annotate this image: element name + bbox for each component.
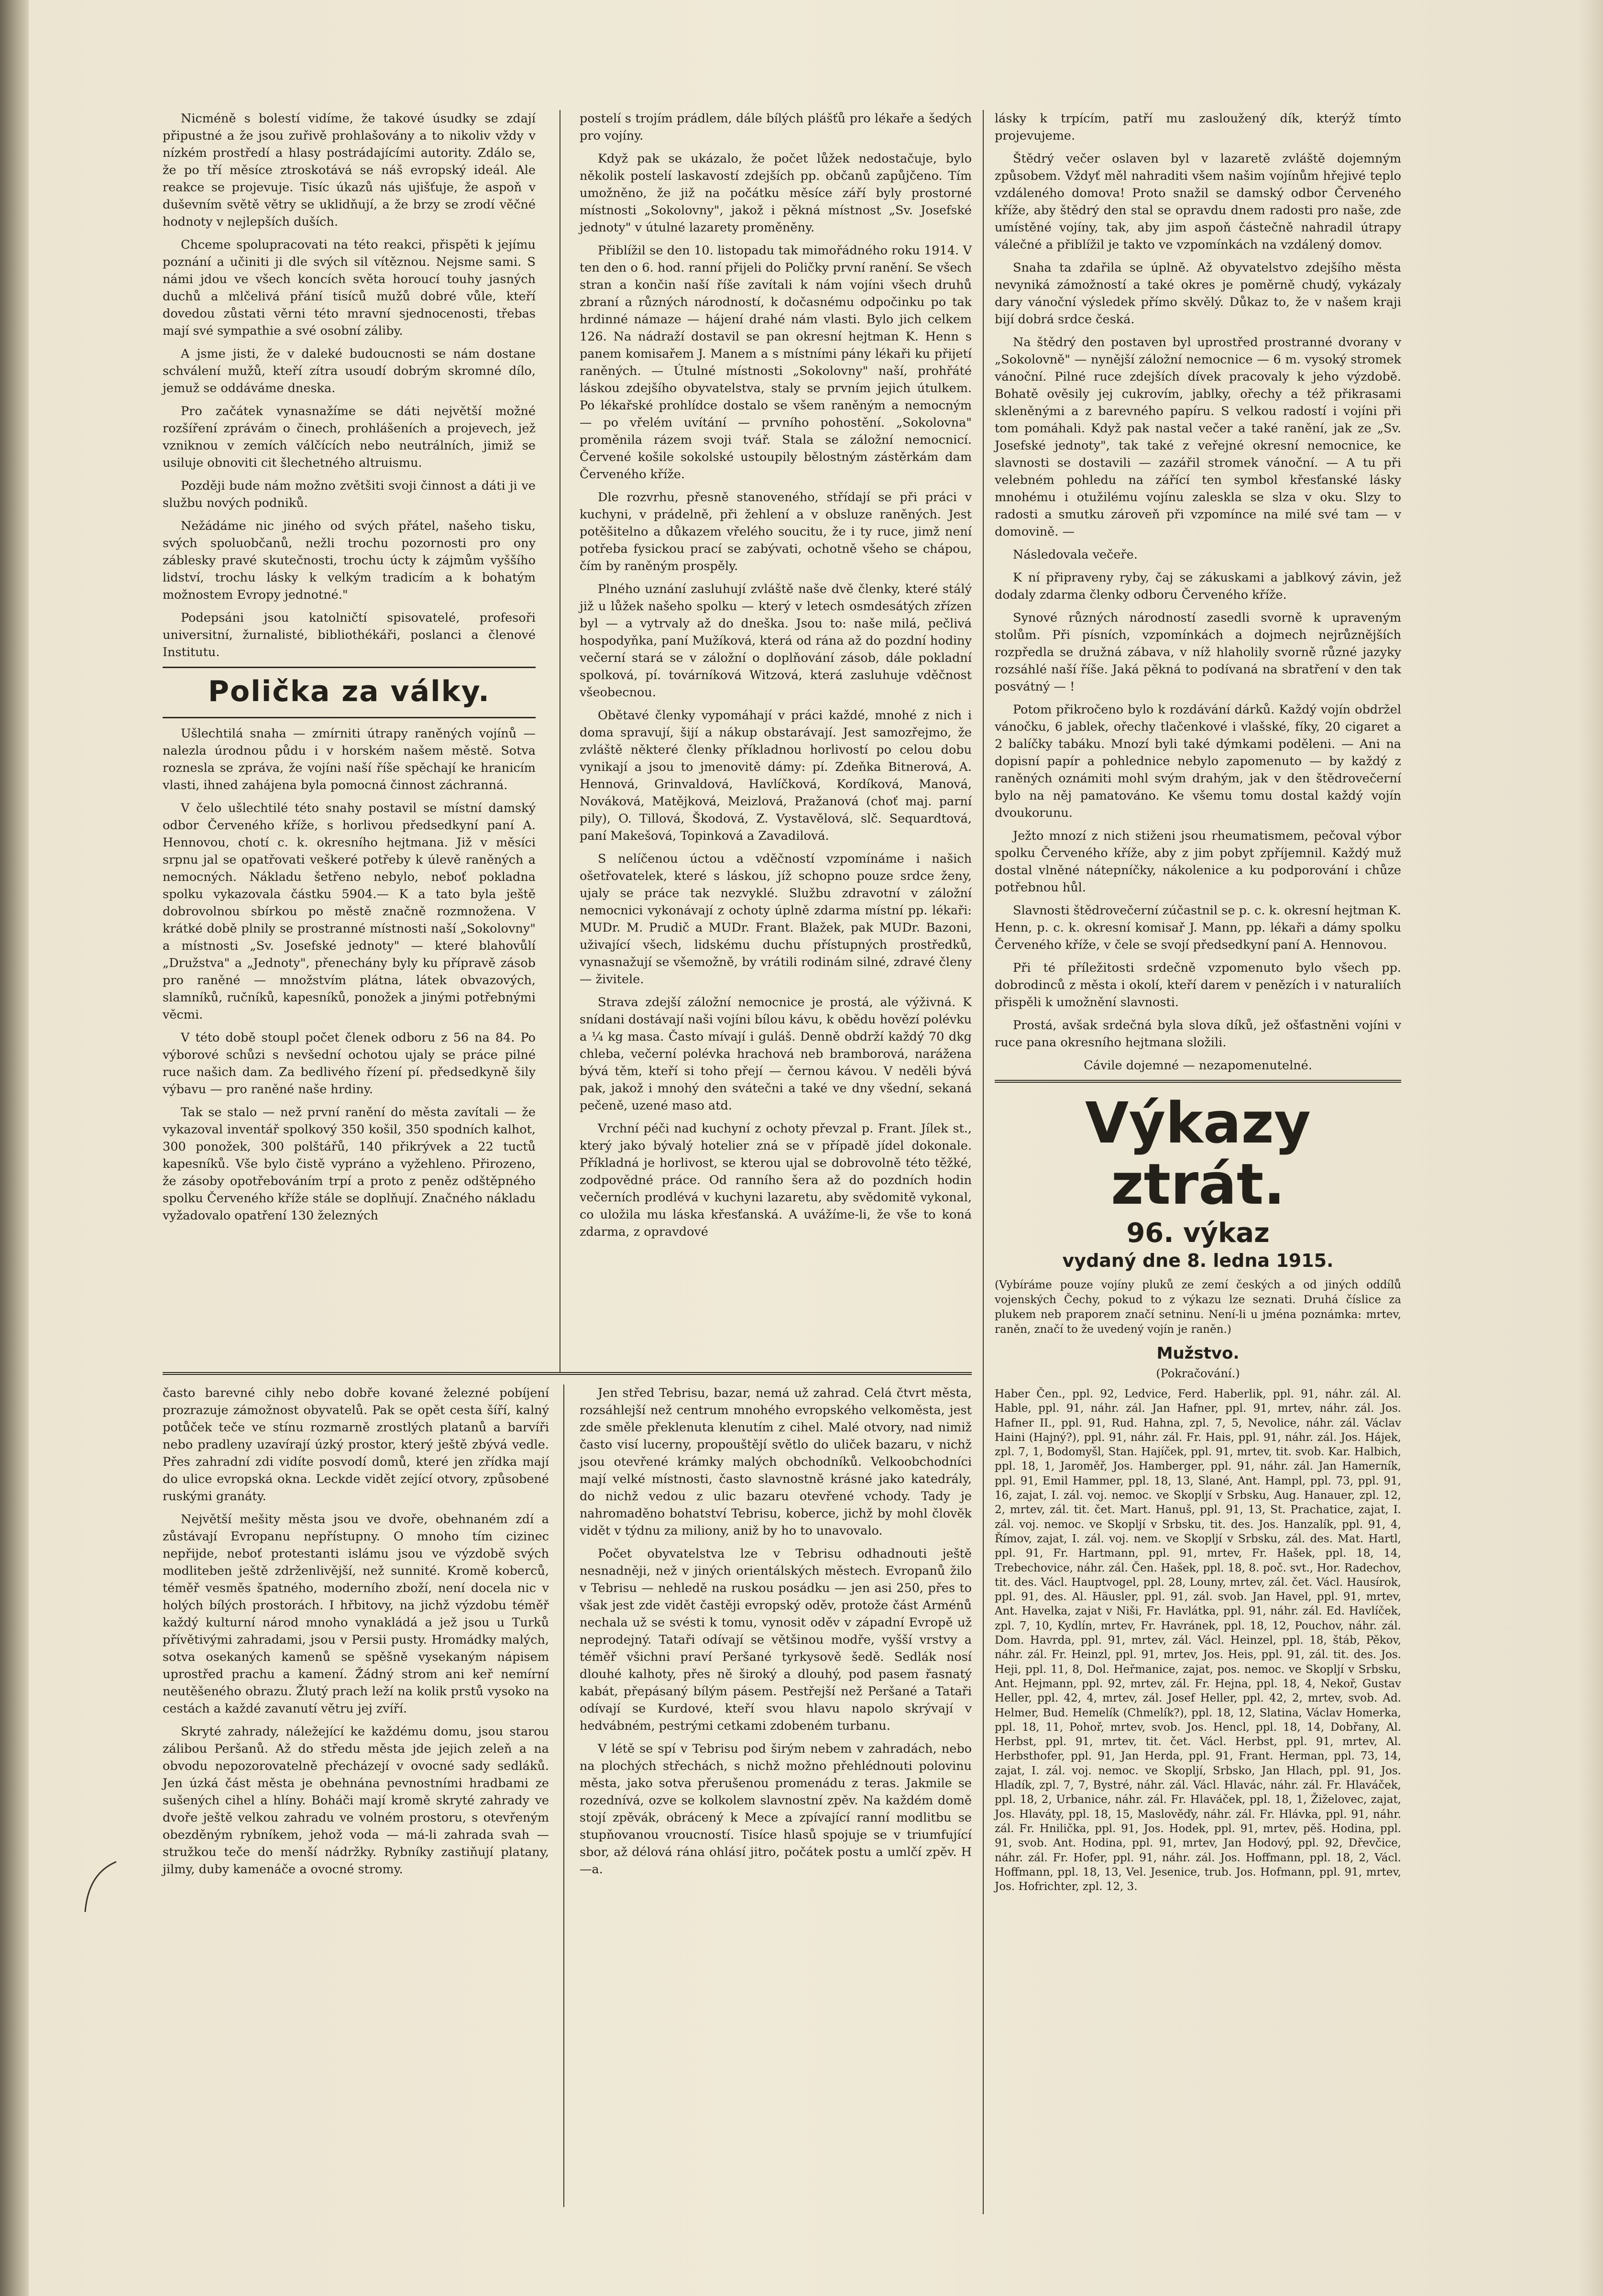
section-divider — [163, 667, 536, 668]
page-binding-edge — [0, 0, 29, 2296]
article-paragraph: Strava zdejší záložní nemocnice je prostá, ale výživná. K snídani dostávají naši vojíni bílou kávu, k obědu hovězí polévku a ¼ kg masa. Často mívají i guláš. Denně obdrží každý 70 dkg chleba, večerní polévka hrachová neb bramborová, narážena bývá těm, kteří si toho přejí — černou kávou. V neděli bývá pak, jakož i mnohý den svátečni a také ve dny všední, sekaná pečeně, uzené maso atd. — [580, 995, 972, 1113]
article-paragraph: K ní připraveny ryby, čaj se zákuskami a jablkový závin, jež dodaly zdarma členky odboru Červeného kříže. — [995, 571, 1401, 602]
article-paragraph: Chceme spolupracovati na této reakci, přispěti k jejímu poznání a učiniti ji dle svých sil vítěznou. Nejsme sami. S námi jdou ve všech koncích světa horoucí touhy jasných duchů a mlčelivá přání tisíců mužů dobré vůle, kteří dovedou zůstati věrni této mravní sjednocenosti, třebas mají své sympathie a své osobní záliby. — [163, 238, 536, 338]
article-paragraph: S nelíčenou úctou a vděčností vzpomínáme i našich ošetřovatelek, které s láskou, jíž schopno pouze srdce ženy, ujaly se práce tak nezvyklé. Službu zdravotní v záložní nemocnici vykonávají z ochoty úplně zdarma místní pp. lékaři: MUDr. M. Prudič a MUDr. Frant. Blažek, pak MUDr. Bazoni, uživající všech, lidskému duchu přístupných prostředků, vynasnažují se všemožně, by vrátili rodinám silné, zdravé členy — živitele. — [580, 852, 972, 987]
margin-pencil-mark — [80, 1859, 119, 1917]
article-paragraph: Přiblížil se den 10. listopadu tak mimořádného roku 1914. V ten den o 6. hod. ranní přijeli do Poličky první ranění. Se všech stran a končin naší říše zavítali k nám vojíni všech druhů zbraní a různých národností, k dočasnému odpočinku po tak hrdinné námaze — hájení drahé nám vlasti. Bylo jich celkem 126. Na nádraží dostavil se pan okresní hejtman K. Henn s panem komisařem J. Manem a s místními pány lékaři ku přijetí raněných. — Útulné místnosti „Sokolovny" naší, prohřáté láskou zdejšího obyvatelstva, staly se prvním jejich útulkem. Po lékařské prohlídce dostalo se všem raněným a nemocným — po vřelém uvítání — prvního pohostění. „Sokolovna" proměnila rázem svoji tvář. Stala se záložní nemocnicí. Červené košile sokolské ustoupily bělostným zástěrkám dam Červeného kříže. — [580, 243, 972, 482]
article-paragraph: Vrchní péči nad kuchyní z ochoty převzal p. Frant. Jílek st., který jako bývalý hotelier zná se v případě jídel dokonale. Příkladná je horlivost, se kterou ujal se dobrovolně této těžké, zodpovědné práce. Od ranního šera až do pozdních hodin večerních prodlévá v kuchyni lazaretu, aby svědomitě vykonal, co uložila mu láska křesťanská. A uvážíme-li, že vše to koná zdarma, z opravdové — [580, 1121, 972, 1239]
article-paragraph: A jsme jisti, že v daleké budoucnosti se nám dostane schválení mužů, kteří zítra usoudí dobrým skromné dílo, jemuž se oddáváme dneska. — [163, 347, 536, 395]
article-paragraph: Plného uznání zasluhují zvláště naše dvě členky, které stálý již u lůžek našeho spolku — který v letech osmdesátých zřízen byl — a vytrvaly až do dneška. Jsou to: naše milá, pečlivá hospodyňka, paní Mužíková, která od rána až do pozdní hodiny večerní stará se v záložní o doplňování zásob, dále pokladní spolková, pí. továrníková Witzová, která zasluhuje vděčnost všeobecnou. — [580, 582, 972, 700]
article-paragraph: Synové různých národností zasedli svorně k upraveným stolům. Při písních, vzpomínkách a dojmech nejrůznějších rozpředla se družná zábava, v níž hlaholily svorně různé jazyky rozsáhlé naší říše. Jaká pěkná to podívaná na sbratření v den tak posvátný — ! — [995, 611, 1401, 694]
column-rule — [983, 110, 984, 2214]
section-divider — [995, 1080, 1401, 1083]
article-paragraph: Obětavé členky vypomáhají v práci každé, mnohé z nich i doma spravují, šijí a nákup obstarávají. Jest samozřejmo, že zvláště některé členky příkladnou horlivostí po celou dobu vynikají a jsou to jmenovitě dámy: pí. Zdeňka Bitnerová, A. Hennová, Grinvaldová, Havlíčková, Kordíková, Manová, Nováková, Matějková, Meizlová, Pražanová (choť maj. parní pily), O. Tillová, Škodová, Z. Vystavělová, slč. Sequardtová, paní Makešová, Topinková a Zavadilová. — [580, 708, 972, 843]
article-paragraph: Následovala večeře. — [1013, 548, 1138, 562]
article-paragraph: Jen střed Tebrisu, bazar, nemá už zahrad. Celá čtvrt města, rozsáhlejší než centrum mnohého evropského velkoměsta, jest zde směle překlenuta klenutím z cihel. Malé otvory, nad nimiž často visí lucerny, propouštějí světlo do uliček bazaru, v nichž jsou otevřené krámky malých obchodníků. Velkoobchodníci mají velké místnosti, často slavnostně krásné jako katedrály, do nichž vedou z ulic bazaru otevřené vchody. Tady je nahromaděno bohatství Tebrisu, koberce, jichž by mohl člověk vidět v týdnu za miliony, aniž by ho to unavovalo. — [580, 1386, 972, 1538]
article-heading-policka: Polička za války. — [208, 675, 490, 708]
article-paragraph: Ježto mnozí z nich stiženi jsou rheumatismem, pečoval výbor spolku Červeného kříže, aby z jim pobyt zpříjemnil. Každý muž dostal vlněné nátepníčky, nákolenice a ku podporování i chůze potřebnou hůl. — [995, 829, 1401, 895]
vykaz-note: (Vybíráme pouze vojíny pluků ze zemí českých a od jiných oddílů vojenských Čechy, pokud to z výkazu lze seznati. Druhá číslice za plukem neb praporem značí setninu. Není-li u jména poznámka: mrtev, raněn, značí to že uvedený vojín je raněn.) — [995, 1279, 1401, 1336]
article-paragraph: Pro začátek vynasnažíme se dáti největší možné rozšíření zprávám o činech, prohlášeních a projevech, jež vzniknou v zemích válčících nebo neutrálních, jimiž se usiluje obnoviti cit šlechetného altruismu. — [163, 404, 536, 470]
section-divider — [163, 1372, 972, 1375]
article-paragraph: Při té příležitosti srdečně vzpomenuto bylo všech pp. dobrodinců z města i okolí, kteří darem v penězích i v naturaliích přispěli k umožnění slavnosti. — [995, 961, 1401, 1010]
column-1 — [163, 110, 536, 1230]
column-3 — [995, 110, 1401, 1894]
article-paragraph: V létě se spí v Tebrisu pod širým nebem v zahradách, nebo na plochých střechách, s nichž možno přehlédnouti polovinu města, jako sotva přerušenou promenádu z teras. Jakmile se rozednívá, ozve se kolkolem slavnostní zpěv. Na každém domě stojí zpěvák, obrácený k Mece a zpívající ranní modlitbu se stupňovanou vroucností. Tisíce hlasů spojuje se v triumfující sbor, až délová rána ohlásí jitro, počátek postu a umlčí zpěv. H—a. — [580, 1742, 972, 1877]
article-paragraph: Prostá, avšak srdečná byla slova díků, jež ošťastněni vojíni v ruce pana okresního hejtmana složili. — [995, 1018, 1401, 1050]
article-paragraph: Počet obyvatelstva lze v Tebrisu odhadnouti ještě nesnadněji, než v jiných orientálských městech. Evropanů žilo v Tebrisu — nehledě na ruskou posádku — jen asi 250, přes to však jest zde vidět častěji evropský oděv, protože část Arménů nechala už se svésti k tomu, vynosit oděv v západní Evropě už neprodejný. Tataři odívají se většinou modře, vyšší vrstvy a téměř všichni praví Peršané tyrkysově šedě. Sedlák nosí dlouhé kalhoty, přes ně široký a dlouhý, pod pasem řasnatý kabát, přepásaný bílým pásem. Pestřejší než Peršané a Tataři odívají se Kurdové, kteří svou hlavu napolo skrývají v hedvábném, pestrými cetkami zdobeném turbanu. — [580, 1547, 972, 1733]
article-paragraph: Ušlechtilá snaha — zmírniti útrapy raněných vojínů — nalezla úrodnou půdu i v horském našem městě. Sotva roznesla se zpráva, že vojíni naší říše spěchají ke hranicím vlasti, ihned zahájena byla pomocná činnost záchranná. — [163, 726, 536, 792]
column-2 — [580, 110, 972, 1246]
vykaz-number: 96. výkaz — [1126, 1218, 1270, 1249]
article-paragraph: Skryté zahrady, náležející ke každému domu, jsou starou zálibou Peršanů. Až do středu města jde jejich zeleň a na obvodu nepozorovatelně přecházejí v ovocné sady sedláků. Jen úzká část města je obehnána pevnostními hradbami ze sušených cihel a hlíny. Boháči mají kromě skryté zahrady ve dvoře ještě velkou zahradu ve volném prostoru, s otevřeným obezděným rybníkem, jehož voda — má-li zahrada svah — stružkou teče do menší nádržky. Rybníky zastiňují platany, jilmy, duby kamenáče a ovocné stromy. — [163, 1725, 549, 1877]
article-paragraph: Dle rozvrhu, přesně stanoveného, střídají se při práci v kuchyni, v prádelně, při žehlení a v obsluze raněných. Jest potěšitelno a důkazem vřelého soucitu, že i ty ruce, jimž není potřeba fysickou prací se zabývati, ochotně všeho se chápou, čím by raněným prospěly. — [580, 490, 972, 573]
tebris-column-a — [163, 1384, 549, 1884]
article-paragraph: Nežádáme nic jiného od svých přátel, našeho tisku, svých spoluobčanů, nežli trochu pozornosti pro ony záblesky pravé skutečnosti, trochu úcty k zájmům vyššího lidství, trochu lásky k velkým tradicím a k bohatým možnostem Evropy jednotné." — [163, 519, 536, 602]
article-paragraph: Snaha ta zdařila se úplně. Až obyvatelstvo zdejšího města nevyniká zámožností a také okres je poměrně chudý, vykázaly dary vánoční výsledek přímo skvělý. Důkaz to, že v našem kraji bijí dobrá srdce česká. — [995, 261, 1401, 327]
article-paragraph: postelí s trojím prádlem, dále bílých plášťů pro lékaře a šedých pro vojíny. — [580, 111, 972, 143]
article-paragraph: Podepsáni jsou katolničtí spisovatelé, profesoři universitní, žurnalisté, bibliothékáři, poslanci a členové Institutu. — [163, 611, 536, 659]
article-paragraph: Když pak se ukázalo, že počet lůžek nedostačuje, bylo několik postelí laskavostí zdejších pp. občanů zapůjčeno. Tím umožněno, že již na počátku měsíce září byly prostorné místnosti „Sokolovny", jakož i pěkná místnost „Sv. Josefské jednoty" v útulné lazarety proměněny. — [580, 152, 972, 235]
tebris-column-b — [580, 1384, 972, 1884]
article-paragraph: V této době stoupl počet členek odboru z 56 na 84. Po výborové schůzi s nevšední ochotou ujaly se práce pilné ruce našich dam. Za bedlivého řízení pí. předsedkyně šily výbavu — pro raněné naše hrdiny. — [163, 1031, 536, 1097]
article-paragraph: Štědrý večer oslaven byl v lazaretě zvláště dojemným způsobem. Vždyť měl nahraditi všem našim vojínům hřejivé teplo vzdáleného domova! Proto snažil se damský odbor Červeného kříže, aby štědrý den stal se opravdu dnem radosti pro naše, zde umístěné vojíny, tak, aby jim aspoň částečně nahradil útrapy válečné a přiblížil je takto ve vzpomínkách na vzdálený domov. — [995, 152, 1401, 252]
article-paragraph: Potom přikročeno bylo k rozdávání dárků. Každý vojín obdržel vánočku, 6 jablek, ořechy tlačenkové i vlašské, fíky, 20 cigaret a 2 balíčky tabáku. Mnozí byli také dýmkami poděleni. — Ani na dopisní papír a pohlednice nebylo zapomenuto — by každý z raněných oznámiti mohl svým drahým, jak v den štědrovečerní bylo na něj pamatováno. Ke všemu tomu dostal každý vojín dvoukorunu. — [995, 703, 1401, 820]
article-paragraph: lásky k trpícím, patří mu zasloužený dík, kterýž tímto projevujeme. — [995, 111, 1401, 143]
article-paragraph: často barevné cihly nebo dobře kované železné pobíjení prozrazuje zámožnost obyvatelů. Pak se opět cesta šíří, kalný potůček teče ve stínu rozmarně zrostlých platanů a barvíři nebo pradleny uzavírají úzký prostor, který ještě zbývá vedle. Přes zahradní zdi vidíte posvodí domů, které jen zřídka mají do ulice evropská okna. Leckde vidět zející otvory, způsobené ruskými granáty. — [163, 1386, 549, 1504]
vykazy-ztrat-heading: Výkazy ztrát. — [1085, 1090, 1311, 1217]
section-subtitle: (Pokračování.) — [1156, 1367, 1240, 1380]
column-rule — [563, 1384, 564, 2207]
section-title-muzstvo: Mužstvo. — [1156, 1344, 1240, 1363]
article-signoff: Cávile dojemné — nezapomenutelné. — [1084, 1058, 1312, 1073]
casualty-list: Haber Čen., ppl. 92, Ledvice, Ferd. Haberlik, ppl. 91, náhr. zál. Al. Hable, ppl. 91, náhr. zál. Jan Hafner, ppl. 91, mrtev, náhr. zál. Jos. Hafner II., ppl. 91, Rud. Hahna, zpl. 7, 5, Nevolice, náhr. zál. Václav Haini (Hajný?), ppl. 91, náhr. zál. Fr. Hais, ppl. 91, náhr. zál. Jos. Hájek, zpl. 7, 1, Bodomyšl, Stan. Hajíček, ppl. 91, mrtev, tit. svob. Kar. Halbich, ppl. 18, 1, Jaroměř, Jos. Hamberger, ppl. 91, náhr. zál. Jan Hamerník, ppl. 91, Emil Hammer, ppl. 18, 13, Slané, Ant. Hampl, ppl. 73, ppl. 91, 16, zajat, I. zál. voj. nemoc. ve Skopljí v Srbsku, Aug. Hanauer, zpl. 12, 2, mrtev, zál. tit. čet. Mart. Hanuš, ppl. 91, 13, St. Prachatice, zajat, I. zál. voj. nemoc. ve Skopljí v Srbsku, tit. des. Jos. Hanzalík, ppl. 91, 4, Římov, zajat, I. zál. voj. nem. ve Skopljí v Srbsku, zál. des. Mat. Hartl, ppl. 91, Fr. Hartmann, ppl. 91, mrtev, Fr. Hašek, ppl. 18, 14, Trebechovice, náhr. zál. Čen. Hašek, ppl. 18, 8. poč. svt., Hor. Radechov, tit. des. Václ. Hauptvogel, ppl. 28, Louny, mrtev, zál. čet. Václ. Hausírok, ppl. 91, des. Al. Häusler, ppl. 91, zál. svob. Jan Havel, ppl. 91, mrtev, Ant. Havelka, zajat v Niši, Fr. Havlátka, ppl. 91, náhr. zál. Ed. Havlíček, zpl. 7, 10, Kydlín, mrtev, Fr. Havránek, ppl. 18, 12, Pouchov, náhr. zál. Dom. Havrda, ppl. 91, mrtev, zál. Václ. Heinzel, ppl. 18, štáb, Pěkov, náhr. zál. Fr. Heinzl, ppl. 91, mrtev, Jos. Heis, ppl. 91, zál. tit. des. Jos. Heji, ppl. 11, 8, Dol. Heřmanice, zajat, pos. nemoc. ve Skopljí v Srbsku, Ant. Hejmann, ppl. 92, mrtev, zál. Fr. Hejna, ppl. 18, 4, Nekoř, Gustav Heller, ppl. 42, 4, mrtev, zál. Josef Heller, ppl. 42, 2, mrtev, svob. Ad. Helmer, Bud. Hemelík (Chmelík?), ppl. 18, 12, Slatina, Václav Homerka, ppl. 18, 11, Pohoř, mrtev, svob. Jos. Hencl, ppl. 18, 14, Dobřany, Al. Herbst, ppl. 91, mrtev, tit. čet. Václ. Herbst, ppl. 91, mrtev, Al. Herbsthofer, ppl. 91, Jan Herda, ppl. 91, Frant. Herman, ppl. 73, 14, zajat, I. zál. voj. nemoc. ve Skopljí, Srbsko, Jan Hlach, ppl. 91, Jos. Hladík, zpl. 7, 7, Bystré, náhr. zál. Václ. Hlavác, náhr. zál. Fr. Hlaváček, ppl. 18, 2, Urbanice, náhr. zál. Fr. Hlaváček, ppl. 18, 1, Žiželovec, zajat, Jos. Hlaváty, ppl. 18, 15, Maslověďy, náhr. zál. Fr. Hlávka, ppl. 91, náhr. zál. Fr. Hnilička, ppl. 91, Jos. Hodek, ppl. 91, mrtev, pěš. Hodina, ppl. 91, svob. Ant. Hodina, ppl. 91, mrtev, Jan Hodový, ppl. 92, Dřevčice, náhr. zál. Fr. Hofer, ppl. 91, náhr. zál. Jos. Hoffmann, ppl. 18, 2, Václ. Hoffmann, ppl. 18, 13, Vel. Jesenice, trub. Jos. Hofmann, ppl. 91, mrtev, Jos. Hofrichter, zpl. 12, 3. — [995, 1388, 1401, 1893]
article-paragraph: Největší mešity města jsou ve dvoře, obehnaném zdí a zůstávají Evropanu nepřístupny. O mnoho tím cizinec nepřijde, neboť protestanti islámu jsou ve výzdobě svých modliteben ještě zdrženlivější, než sunnité. Kromě koberců, téměř vesměs špatného, moderního zboží, není docela nic v holých bílých prostorách. I hřbitovy, na jichž výzdobu téměř každý kulturní národ mnoho vynakládá a jež jsou u Turků přívětivými zahradami, jsou v Persii pusty. Hromádky malých, sotva osekaných kamenů se spěšně vysekaným nápisem uprostřed prachu a kamení. Žádný strom ani keř nemírní neutěšeného obrazu. Žlutý prach leží na kolik prstů vysoko na cestách a každé zavanutí větru jej zvíří. — [163, 1512, 549, 1716]
article-paragraph: Slavnosti štědrovečerní zúčastnil se p. c. k. okresní hejtman K. Henn, p. c. k. okresní komisař J. Mann, pp. lékaři a dámy spolku Červeného kříže, v čele se svojí předsedkyní paní A. Hennovou. — [995, 903, 1401, 952]
article-paragraph: Nicméně s bolestí vidíme, že takové úsudky se zdají připustné a že jsou zuřivě prohlašovány a to nikoliv vždy v nízkém prostředí a hlasy postrádajícími autority. Zdálo se, že po tří měsíce ztroskotává se náš evropský ideál. Ale reakce se projevuje. Tisíc úkazů nás ujišťuje, že aspoň v duševním světě větry se uklidňují, a že brzy se zrodí věčné hodnoty v nejlepších duších. — [163, 111, 536, 229]
article-paragraph: Později bude nám možno zvětšiti svoji činnost a dáti ji ve službu nových podniků. — [163, 479, 536, 510]
article-paragraph: V čelo ušlechtilé této snahy postavil se místní damský odbor Červeného kříže, s horlivou předsedkyní paní A. Hennovou, chotí c. k. okresního hejtmana. Již v měsíci srpnu jal se opatřovati veškeré potřeby k úlevě raněných a nemocných. Nákladu šetřeno nebylo, neboť pokladna spolku vykazovala částku 5904.— K a tato byla ještě dobrovolnou sbírkou po městě značně rozmnožena. V krátké době plnily se prostranné místnosti naší „Sokolovny" a místnosti „Sv. Josefské jednoty" — které blahovůlí „Družstva" a „Jednoty", přenechány byly ku přípravě zásob pro raněné — množstvím plátna, látek obvazových, slamníků, ručníků, kapesníků, ponožek a jinými potřebnými věcmi. — [163, 801, 536, 1022]
section-divider — [163, 717, 536, 718]
article-paragraph: Tak se stalo — než první ranění do města zavítali — že vykazoval inventář spolkový 350 košil, 350 spodních kalhot, 300 ponožek, 300 polštářů, 140 přikrývek a 22 tuctů kapesníků. Vše bylo čistě vypráno a vyžehleno. Přirozeno, že zásoby opotřebováním trpí a proto z peněz odštěpného spolku Červeného kříže stále se doplňují. Značného nákladu vyžadovalo opatření 130 železných — [163, 1105, 536, 1223]
article-paragraph: Na štědrý den postaven byl uprostřed prostranné dvorany v „Sokolovně" — nynější záložní nemocnice — 6 m. vysoký stromek vánoční. Pilné ruce zdejších dívek pracovaly k jeho výzdobě. Bohatě ověsily jej cukrovím, jablky, ořechy a též přikrasami skleněnými a z barevného papíru. S velkou radostí i vojíni při tom pomáhali. Když pak nastal večer a také ranění, jak ze „Sv. Josefské jednoty", tak také z veřejné okresní nemocnice, ke slavnosti se dostavili — zazářil stromek vánoční. — A tu při velebném pohledu na zářící ten symbol křesťanské lásky mnohému i otužilému vojínu zaleskla se slza v oku. Slzy to radosti a smutku zároveň při vzpomínce na milé své tam — v domovině. — — [995, 335, 1401, 539]
vykaz-date: vydaný dne 8. ledna 1915. — [1062, 1250, 1334, 1271]
